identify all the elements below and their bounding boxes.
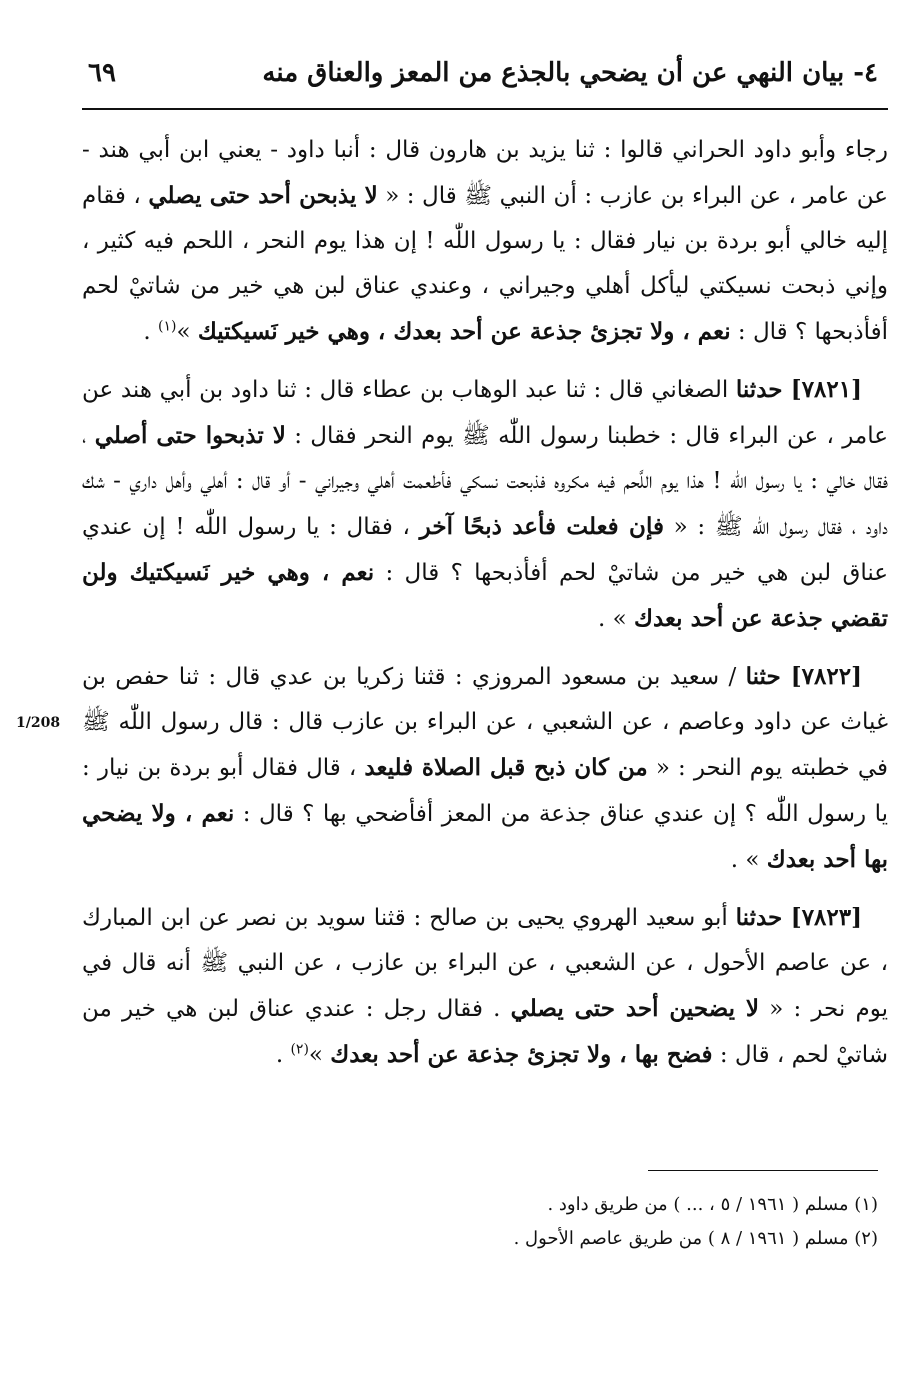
bold-text: فإن فعلت فأعد ذبحًا آخر xyxy=(419,513,664,540)
margin-reference: 1/208 xyxy=(16,715,61,731)
text-segment: الصغاني قال : ثنا عبد الوهاب بن عطاء قال : ثنا داود بن أبي هند عن عامر ، عن البراء قال : خطبنا رسول اللّٰه ﷺ يوم النحر فقال : xyxy=(82,377,888,449)
text-segment: ، فقال : يا رسول اللّٰه ! إن عندي عناق لبن هي خير من شاتيْ لحم أفأذبحها ؟ قال : xyxy=(82,514,889,586)
text-segment: / سعيد بن مسعود المروزي : قثنا زكريا بن عدي قال : ثنا حفص بن غياث عن داود وعاصم ، عن الشعبي ، عن البراء بن عازب قال : قال رسول اللّٰه ﷺ في خطبته يوم النحر : « xyxy=(82,664,888,781)
bold-text: لا يذبحن أحد حتى يصلي xyxy=(148,182,378,209)
text-segment: » xyxy=(176,319,198,345)
footnote-reference: (١) xyxy=(157,318,177,335)
text-segment: ، فقال خالي : يا رسول اللّٰه ! هذا يوم اللَّحم فيه مكروه فذبحت نسكي فأطعمت أهلي وجيراني - أو قال : أهلي وأهل داري - شك داود ، فقال رسول اللّٰه ﷺ : « xyxy=(82,423,888,540)
header-divider xyxy=(82,108,888,110)
bold-text: من كان ذبح قبل الصلاة فليعد xyxy=(364,754,648,781)
text-segment: ، فقام إليه خالي أبو بردة بن نيار فقال : يا رسول اللّٰه ! إن هذا يوم النحر ، اللحم فيه كثير ، وإني ذبحت نسيكتي ليأكل أهلي وجيراني ، وعندي عناق لبن هي خير من شاتيْ لحم أفأذبحها ؟ قال : xyxy=(82,183,888,345)
text-segment: » xyxy=(308,1042,331,1068)
text-segment: » . xyxy=(730,847,767,873)
bold-text: فضح بها ، ولا تجزئ جذعة عن أحد بعدك xyxy=(330,1041,713,1068)
footnote-reference: (٢) xyxy=(290,1041,309,1058)
bold-text: نعم ، ولا يضحي بها أحد بعدك xyxy=(82,800,888,873)
text-segment: . فقال رجل : عندي عناق لبن هي خير من شاتيْ لحم ، قال : xyxy=(82,996,888,1068)
paragraph xyxy=(82,654,888,883)
text-segment: . xyxy=(275,1042,291,1068)
bold-text: نعم ، ولا تجزئ جذعة عن أحد بعدك ، وهي خير نَسيكتيك xyxy=(197,318,731,345)
chapter-title: ٤- بيان النهي عن أن يضحي بالجذع من المعز والعناق منه xyxy=(262,58,878,88)
bold-text: [٧٨٢٣] حدثنا xyxy=(735,904,862,931)
bold-text: [٧٨٢٢] حثنا xyxy=(745,663,862,690)
footnote-1: (١) مسلم ( ١٩٦١ / ٥ ، ... ) من طريق داود . xyxy=(547,1194,878,1215)
bold-text: لا تذبحوا حتى أصلي xyxy=(94,422,286,449)
body-text xyxy=(82,128,888,1090)
paragraph xyxy=(82,367,888,642)
footnote-divider xyxy=(648,1170,878,1171)
bold-text: لا يضحين أحد حتى يصلي xyxy=(510,995,760,1022)
text-segment: . xyxy=(143,319,158,345)
text-segment: ، قال فقال أبو بردة بن نيار : يا رسول اللّٰه ؟ إن عندي عناق جذعة من المعز أفأضحي بها ؟ قال : xyxy=(82,755,888,827)
text-segment: رجاء وأبو داود الحراني قالوا : ثنا يزيد بن هارون قال : أنبا داود - يعني ابن أبي هند - عن عامر ، عن البراء بن عازب : أن النبي ﷺ قال : « xyxy=(82,137,888,209)
paragraph xyxy=(82,128,888,355)
footnotes xyxy=(98,1188,878,1256)
page-number: ٦٩ xyxy=(88,58,116,88)
text-segment: » . xyxy=(598,606,635,632)
bold-text: نعم ، وهي خير نَسيكتيك ولن تقضي جذعة عن أحد بعدك xyxy=(82,559,888,632)
page-header xyxy=(88,52,878,102)
paragraph xyxy=(82,895,888,1078)
footnote-2: (٢) مسلم ( ١٩٦١ / ٨ ) من طريق عاصم الأحول . xyxy=(513,1228,878,1249)
bold-text: [٧٨٢١] حدثنا xyxy=(735,376,862,403)
text-segment: أبو سعيد الهروي يحيى بن صالح : قثنا سويد بن نصر عن ابن المبارك ، عن عاصم الأحول ، عن الشعبي ، عن البراء بن عازب ، عن النبي ﷺ أنه قال في يوم نحر : « xyxy=(82,905,889,1022)
